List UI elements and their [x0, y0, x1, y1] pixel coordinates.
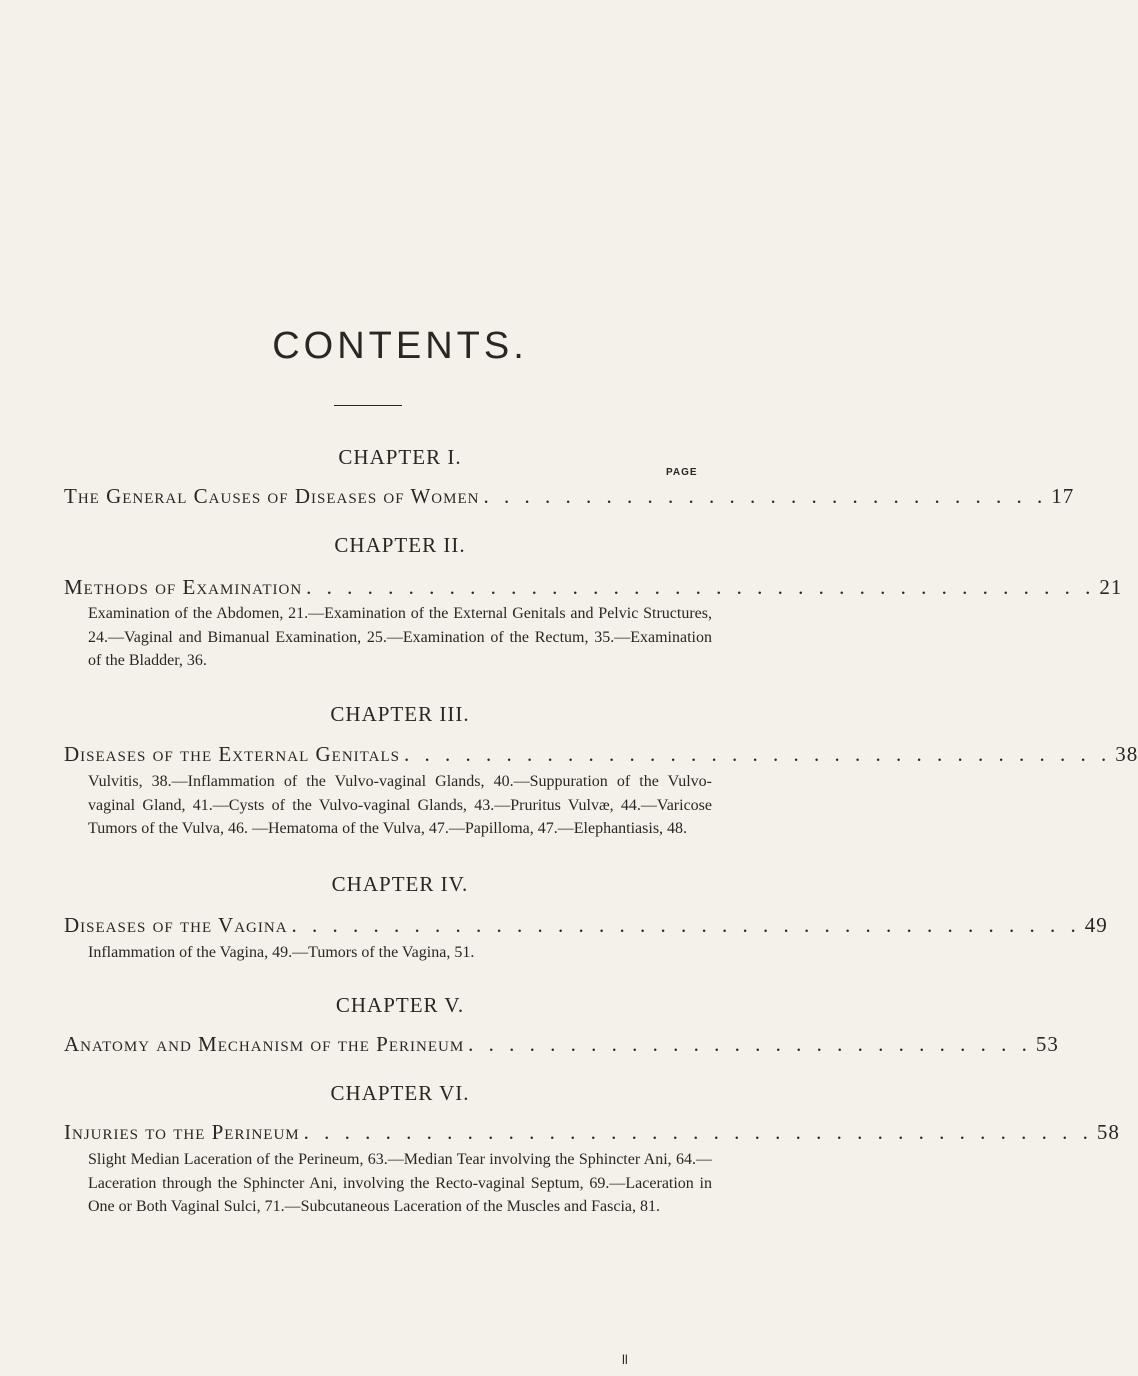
chapter-6-description: Slight Median Laceration of the Perineum, 63.—Median Tear involving the Sphincter Ani, 64.—Laceration through the Sphincter Ani, involving the Recto-vaginal Septum, 69.—Laceration in One or Both Vaginal Sulci, 71.—Subcutaneous Laceration of the Muscles and Fascia, 81. [88, 1151, 712, 1215]
page-title: CONTENTS. [272, 325, 528, 367]
chapter-5-title: Anatomy and Mechanism of the Perineum [64, 1032, 465, 1056]
chapter-4-leader: . . . . . . . . . . . . . . . . . . . . . . . . . . . . . . . . . . . . . . . [291, 913, 1081, 937]
chapter-6-heading: CHAPTER VI. [330, 1081, 470, 1105]
chapter-5-heading: CHAPTER V. [335, 993, 465, 1017]
chapter-3-title: Diseases of the External Genitals [64, 742, 400, 766]
chapter-6-entry[interactable] [64, 1120, 1120, 1146]
chapter-4-heading: CHAPTER IV. [331, 872, 469, 896]
chapter-2-leader: . . . . . . . . . . . . . . . . . . . . . . . . . . . . . . . . . . . . . . . [306, 575, 1096, 599]
chapter-1-entry[interactable] [64, 484, 1075, 510]
chapter-5-entry[interactable] [64, 1032, 1059, 1058]
chapter-4-title: Diseases of the Vagina [64, 913, 288, 937]
page-column-label: PAGE [666, 467, 698, 478]
chapter-2-description: Examination of the Abdomen, 21.—Examination of the External Genitals and Pelvic Structures, 24.—Vaginal and Bimanual Examination, 25.—Examination of the Rectum, 35.—Examination of the Bladder, 36. [88, 605, 712, 669]
chapter-3-entry[interactable] [64, 742, 1138, 768]
chapter-2-entry[interactable] [64, 575, 1123, 601]
chapter-5-page: 53 [1035, 1032, 1059, 1056]
chapter-6-title: Injuries to the Perineum [64, 1120, 300, 1144]
chapter-3-page: 38 [1115, 742, 1138, 766]
chapter-6-page: 58 [1096, 1120, 1120, 1144]
chapter-1-title: The General Causes of Diseases of Women [64, 484, 480, 508]
chapter-3-heading: CHAPTER III. [330, 702, 470, 726]
chapter-1-page: 17 [1051, 484, 1075, 508]
page-number: ll [622, 1352, 628, 1367]
chapter-3-description: Vulvitis, 38.—Inflammation of the Vulvo-vaginal Glands, 40.—Suppuration of the Vulvo-vaginal Gland, 41.—Cysts of the Vulvo-vaginal Glands, 43.—Pruritus Vulvæ, 44.—Varicose Tumors of the Vulva, 46. —Hematoma of the Vulva, 47.—Papilloma, 47.—Elephantiasis, 48. [88, 773, 712, 837]
chapter-4-description: Inflammation of the Vagina, 49.—Tumors of the Vagina, 51. [88, 944, 475, 961]
chapter-1-leader: . . . . . . . . . . . . . . . . . . . . . . . . . . . . [483, 484, 1048, 508]
chapter-4-entry[interactable] [64, 913, 1108, 939]
chapter-2-page: 21 [1099, 575, 1123, 599]
chapter-2-heading: CHAPTER II. [334, 533, 466, 557]
chapter-1-heading: CHAPTER I. [338, 445, 462, 469]
title-rule [334, 405, 402, 406]
chapter-3-leader: . . . . . . . . . . . . . . . . . . . . . . . . . . . . . . . . . . . [403, 742, 1112, 766]
chapter-4-page: 49 [1084, 913, 1108, 937]
chapter-5-leader: . . . . . . . . . . . . . . . . . . . . . . . . . . . . [468, 1032, 1032, 1056]
chapter-2-title: Methods of Examination [64, 575, 303, 599]
chapter-6-leader: . . . . . . . . . . . . . . . . . . . . . . . . . . . . . . . . . . . . . . . [303, 1120, 1093, 1144]
